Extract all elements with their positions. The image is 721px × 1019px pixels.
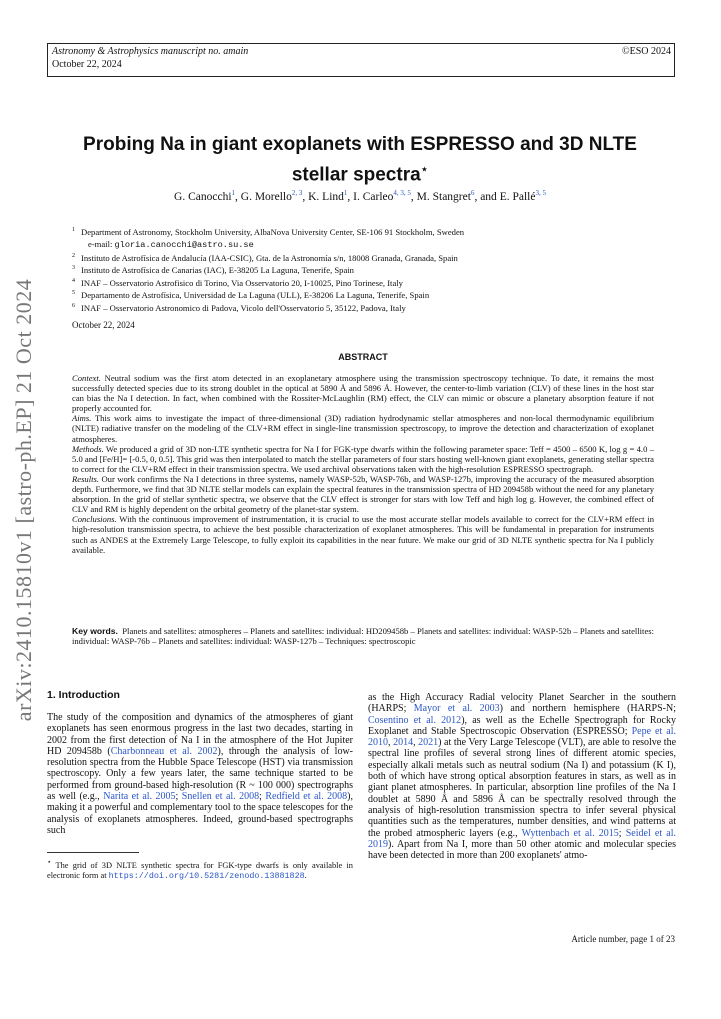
abstract-section <box>72 444 654 474</box>
body-text: ; <box>618 827 626 839</box>
abstract-section-text: We produced a grid of 3D non-LTE synthetic spectra for Na I for FGK-type dwarfs within the following parameter space: Teff = 4500 – 6500 K, log g = 4.0 – 5.0 and [Fe/H]= [-0.5, 0, 0.5]. This grid was then interpolated to match the stellar parameters of four stars hosting well-known giant exoplanets, generating stellar spectra to correct for the CLV+RM effect in their transmission spectra. We used archival observations taken with the high-resolution ESPRESSO spectrograph. <box>72 443 654 474</box>
footnote-text: The grid of 3D NLTE synthetic spectra for FGK-type dwarfs is only available in electronic form at <box>47 860 353 881</box>
affiliations <box>72 225 672 313</box>
author-name: M. Stangret <box>416 190 471 203</box>
footnote-doi-link[interactable]: https://doi.org/10.5281/zenodo.13881828 <box>108 871 305 882</box>
footnote-rule <box>47 852 139 853</box>
citation-link[interactable]: Pepe et al. 2010 <box>368 725 676 749</box>
abstract-section <box>72 373 654 413</box>
abstract-section <box>72 474 654 514</box>
arxiv-stamp[interactable] <box>6 278 42 722</box>
affiliation-item <box>72 263 672 275</box>
arxiv-id[interactable]: arXiv:2410.15810v1 [astro-ph.EP] 21 Oct 2024 <box>11 278 36 722</box>
keywords-text: Planets and satellites: atmospheres – Planets and satellites: individual: HD209458b – Planets and satellites: individual: WASP-52b – Planets and satellites: individual: WASP-76b – Planets and satellites: individual: WASP-127b – Techniques: spectroscopic <box>72 626 654 647</box>
abstract-section-text: Our work confirms the Na I detections in three systems, namely WASP-52b, WASP-76b, and WASP-127b, improving the accuracy of the measured absorption depth. Furthermore, we find that 3D NLTE stellar models can explain the spectral features in the transmission spectra of HD 209458b without the need for any planetary absorption. In the grid of stellar synthetic spectra, we observe that the CLV effect is stronger for stars with low Teff and high log g. However, the combined effect of CLV and RM is highly dependent on the orbital geometry of the planet-star system. <box>72 473 654 515</box>
citation-link[interactable]: 2014 <box>393 737 414 749</box>
intro-column-right <box>368 692 676 861</box>
affiliation-number: 3 <box>72 265 75 272</box>
citation-link[interactable]: Cosentino et al. 2012 <box>368 714 462 726</box>
body-text: ), as well as the Echelle Spectrograph for Rocky Exoplanet and Stable Spectroscopic Observation (ESPRESSO; <box>368 714 676 737</box>
body-text: ), making it a powerful and complementary tool to the space telescopes for the analysis of exoplanets atmospheres. Indeed, ground-based spectrographs such <box>47 791 354 836</box>
copyright: ©ESO 2024 <box>622 46 671 57</box>
affiliation-item <box>72 225 672 237</box>
email-address[interactable]: gloria.canocchi@astro.su.se <box>114 240 254 251</box>
body-text: , <box>388 737 394 749</box>
affiliation-number: 5 <box>72 290 75 297</box>
body-text: ) and northern hemisphere (HARPS-N; <box>499 703 676 715</box>
affiliation-text: Instituto de Astrofísica de Canarias (IAC), E-38205 La Laguna, Tenerife, Spain <box>81 265 354 276</box>
abstract-section-label: Aims. <box>72 413 92 424</box>
citation-link[interactable]: Snellen et al. 2008 <box>181 791 260 803</box>
affiliation-text: INAF – Osservatorio Astronomico di Padova, Vicolo dell'Osservatorio 5, 35122, Padova, Italy <box>81 302 406 313</box>
citation-link[interactable]: Redfield et al. 2008 <box>265 791 348 803</box>
abstract-body <box>72 373 654 555</box>
affiliation-text: Department of Astronomy, Stockholm University, AlbaNova University Center, SE-106 91 Stockholm, Sweden <box>81 226 465 237</box>
abstract-section-text: This work aims to investigate the impact of three-dimensional (3D) radiation hydrodynamic stellar atmospheres and non-local thermodynamic equilibrium (NLTE) radiative transfer on the modeling of the CLV+RM effect in single-line transmission spectroscopy, to improve the detection and characterization of exoplanet atmospheres. <box>72 413 654 444</box>
author-name: I. Carleo <box>353 190 394 203</box>
affiliation-number: 2 <box>72 252 75 259</box>
footnote-mark: ⋆ <box>47 858 52 866</box>
page-number: Article number, page 1 of 23 <box>571 934 675 944</box>
author-affiliation-ref[interactable]: 2, 3 <box>291 189 303 197</box>
keywords-label: Key words. <box>72 626 118 636</box>
affiliation-text: INAF – Osservatorio Astrofisico di Torino, Via Osservatorio 20, I-10025, Pino Torinese, Italy <box>81 277 403 288</box>
affiliation-item <box>72 288 672 300</box>
header-date: October 22, 2024 <box>52 59 122 70</box>
abstract-heading: ABSTRACT <box>338 352 388 362</box>
author-name: K. Lind <box>308 190 344 203</box>
affiliation-item <box>72 301 672 313</box>
body-text: , <box>413 737 419 749</box>
citation-link[interactable]: Seidel et al. 2019 <box>368 827 676 850</box>
author-affiliation-ref[interactable]: 4, 3, 5 <box>393 189 411 197</box>
affiliation-item <box>72 251 672 263</box>
body-text: as the High Accuracy Radial velocity Planet Searcher in the southern (HARPS; <box>368 692 676 715</box>
abstract-section-label: Context. <box>72 373 101 383</box>
abstract-section-label: Methods. <box>72 443 104 454</box>
affiliation-text: Instituto de Astrofísica de Andalucía (IAA-CSIC), Gta. de la Astronomía s/n, 18008 Granada, Granada, Spain <box>81 252 458 263</box>
journal-line: Astronomy & Astrophysics manuscript no. amain <box>52 46 249 57</box>
affiliation-number: 4 <box>72 277 75 284</box>
body-text: ; <box>259 791 266 803</box>
keywords <box>72 626 654 646</box>
author-name: G. Canocchi <box>174 190 232 203</box>
affiliation-item <box>72 237 672 250</box>
section-heading-introduction: 1. Introduction <box>47 689 120 701</box>
affiliation-item <box>72 276 672 288</box>
abstract-section-text: Neutral sodium was the first atom detected in an exoplanetary atmosphere using the transmission spectroscopy technique. To date, it remains the most successfully detected species due to its strong doublet in the optical at 5890 Å and 5896 Å. However, the center-to-limb variation (CLV) of these lines in the host star can bias the Na I detection. In fact, when combined with the Rossiter-McLaughlin (RM) effect, the CLV can mimic or obscure a planetary absorption feature if not properly accounted for. <box>72 373 654 414</box>
title-footnote-mark[interactable]: ⋆ <box>420 162 429 176</box>
footnote: ⋆ The grid of 3D NLTE synthetic spectra for FGK-type dwarfs is only available in electronic form at https://doi.org/10.5281/zenodo.13881828. <box>47 858 353 882</box>
affiliation-text: e-mail: <box>88 239 113 250</box>
intro-column-left <box>47 712 353 836</box>
abstract-section-label: Conclusions. <box>72 514 117 525</box>
affiliation-text: Departamento de Astrofísica, Universidad de La Laguna (ULL), E-38206 La Laguna, Tenerife, Spain <box>81 290 430 301</box>
body-text: ; <box>175 791 182 803</box>
citation-link[interactable]: Wyttenbach et al. 2015 <box>521 827 619 839</box>
affiliation-number: 6 <box>72 302 75 309</box>
author-affiliation-ref[interactable]: 3, 5 <box>535 189 546 197</box>
author-affiliation-ref[interactable]: 1 <box>343 189 348 197</box>
body-text: ) at the Very Large Telescope (VLT), are able to resolve the spectral line profiles of several strong lines of different atomic species, especially alkali metals such as neutral sodium (Na I) and potassium (K I), both of which have strong optical absorption features in stars, as well as in giant planet atmospheres. In particular, absorption line profiles of the Na I doublet at 5890 Å and 5896 Å can be spectrally resolved through the analysis of high-resolution transmission spectra to infer several physical quantities such as the temperatures, number densities, and wind patterns at the probed atmospheric layers (e.g., <box>368 737 677 839</box>
citation-link[interactable]: Narita et al. 2005 <box>103 791 176 803</box>
citation-link[interactable]: Mayor et al. 2003 <box>413 703 500 715</box>
author-name: G. Morello <box>240 190 292 203</box>
author-list: G. Canocchi$^1$, G. Morello$^{2, 3}$, K. Lind$^1$, I. Carleo$^{4, 3, 5}$, M. Stangret$^6$, and E. Pallé$^{3, 5}$ <box>174 189 546 203</box>
citation-link[interactable]: Charbonneau et al. 2002 <box>110 745 218 757</box>
body-text: The study of the composition and dynamics of the atmospheres of giant exoplanets has seen enormous progress in the last two decades, starting in 2002 from the first detection of Na I in the atmosphere of the Hot Jupiter HD 209458b ( <box>47 712 353 757</box>
abstract-section <box>72 413 654 443</box>
abstract-section-label: Results. <box>72 473 99 484</box>
body-text: ). Apart from Na I, more than 50 other atomic and molecular species have been detected in more than 200 exoplanets' atmo- <box>368 838 676 862</box>
abstract-section-text: With the continuous improvement of instrumentation, it is crucial to use the most accurate stellar models available to correct for the CLV+RM effect in high-resolution transmission spectra, to achieve the best possible characterization of exoplanet atmospheres. This will be fundamental in preparation for instruments such as ANDES at the Extremely Large Telescope, to fully exploit its capabilities in the near future. We make our grid of 3D NLTE synthetic spectra for Na I publicly available. <box>72 514 655 555</box>
citation-link[interactable]: 2021 <box>418 737 439 749</box>
affiliation-number: 1 <box>72 227 75 233</box>
title-text: Probing Na in giant exoplanets with ESPRESSO and 3D NLTE stellar spectra <box>83 134 637 186</box>
author-affiliation-ref[interactable]: 6 <box>470 189 475 197</box>
abstract-section <box>72 514 654 554</box>
body-text: ), through the analysis of low-resolution spectra from the Hubble Space Telescope (HST) via transmission spectroscopy. Only a few years later, the same technique started to be performed from ground-based high-resolution (R ~ 100 000) spectrographs as well (e.g., <box>47 745 353 803</box>
received-date: October 22, 2024 <box>72 320 135 330</box>
author-affiliation-ref[interactable]: 1 <box>231 189 236 197</box>
paper-title <box>60 133 660 187</box>
author-name: E. Pallé <box>499 190 536 203</box>
